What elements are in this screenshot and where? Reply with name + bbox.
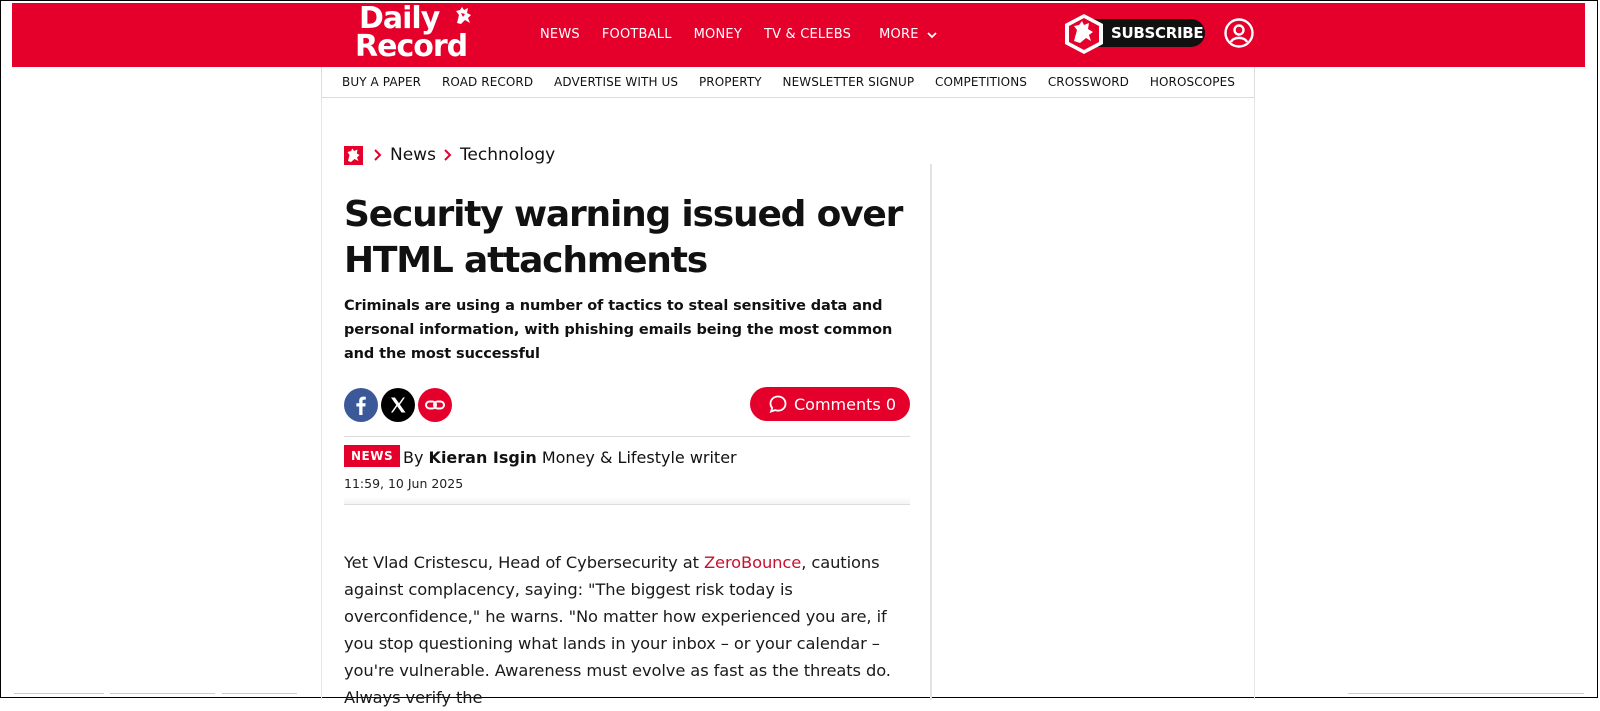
share-x-button[interactable] <box>381 388 415 422</box>
divider <box>344 436 910 437</box>
footer-rule <box>1348 693 1584 694</box>
nav-football[interactable]: FOOTBALL <box>601 27 672 42</box>
author-role: Money & Lifestyle writer <box>541 448 737 467</box>
breadcrumb <box>344 144 555 166</box>
subscribe-badge-icon <box>1063 13 1105 55</box>
nav-tv-celebs[interactable]: TV & CELEBS <box>763 27 852 42</box>
content-border-right <box>1254 98 1255 700</box>
content-border-left <box>321 98 322 700</box>
link-icon <box>418 388 452 422</box>
body-text-pre: Yet Vlad Cristescu, Head of Cybersecurity at <box>344 553 704 572</box>
subnav-advertise[interactable]: ADVERTISE WITH US <box>554 75 679 89</box>
lion-crest-icon <box>453 5 475 27</box>
share-facebook-button[interactable] <box>344 388 378 422</box>
primary-nav <box>540 21 959 49</box>
facebook-icon <box>344 388 378 422</box>
byline <box>403 446 737 470</box>
subscribe-label: SUBSCRIBE <box>1111 24 1204 42</box>
article-standfirst: Criminals are using a number of tactics to steal sensitive data and personal information, with phishing emails being the most common and the most successful <box>344 298 893 362</box>
subnav-competitions[interactable]: COMPETITIONS <box>935 75 1027 89</box>
body-text-post: , cautions against complacency, saying: "The biggest risk today is overconfidence," he warns. "No matter how experienced you are, if you stop questioning what lands in your inbox – or your calendar – you're vulnerable. Awareness must evolve as fast as the threats do. Always verify the <box>344 553 891 707</box>
comments-label: Comments 0 <box>794 394 896 414</box>
subnav-crossword[interactable]: CROSSWORD <box>1047 75 1130 89</box>
logo-line-2: Record <box>355 29 468 64</box>
site-header <box>12 3 1585 67</box>
share-link-button[interactable] <box>418 388 452 422</box>
speech-bubble-icon <box>768 394 788 414</box>
divider-shadow <box>344 497 910 504</box>
footer-rule <box>222 693 297 694</box>
comments-button[interactable] <box>750 387 910 421</box>
chevron-right-icon <box>443 149 453 161</box>
publish-timestamp: 11:59, 10 Jun 2025 <box>344 476 464 491</box>
x-icon <box>381 388 415 422</box>
article-headline: Security warning issued over HTML attachments <box>344 194 903 281</box>
account-icon[interactable] <box>1223 17 1255 49</box>
secondary-nav <box>321 67 1255 98</box>
author-link[interactable]: Kieran Isgin <box>428 448 537 467</box>
nav-money[interactable]: MONEY <box>693 27 742 42</box>
logo-line-1: Daily <box>359 1 440 36</box>
nav-news[interactable]: NEWS <box>540 27 580 42</box>
chevron-down-icon <box>927 30 937 40</box>
subnav-horoscopes[interactable]: HOROSCOPES <box>1149 75 1235 89</box>
subnav-buy-a-paper[interactable]: BUY A PAPER <box>342 75 422 89</box>
section-tag[interactable]: NEWS <box>344 445 400 467</box>
subnav-newsletter-signup[interactable]: NEWSLETTER SIGNUP <box>782 75 915 89</box>
nav-more-label: MORE <box>879 27 919 42</box>
subnav-property[interactable]: PROPERTY <box>698 75 762 89</box>
nav-more[interactable] <box>879 21 937 49</box>
article-body-paragraph <box>344 549 914 711</box>
breadcrumb-news[interactable]: News <box>390 145 436 165</box>
chevron-right-icon <box>373 149 383 161</box>
byline-by: By <box>403 448 424 467</box>
footer-rule <box>14 693 104 694</box>
footer-rule <box>110 693 215 694</box>
home-crest-icon[interactable] <box>344 146 363 165</box>
zerobounce-link[interactable]: ZeroBounce <box>703 553 802 572</box>
site-logo[interactable] <box>351 3 503 67</box>
subnav-road-record[interactable]: ROAD RECORD <box>441 75 534 89</box>
sidebar-divider <box>930 164 932 700</box>
breadcrumb-technology[interactable]: Technology <box>459 145 556 165</box>
divider <box>344 504 910 505</box>
